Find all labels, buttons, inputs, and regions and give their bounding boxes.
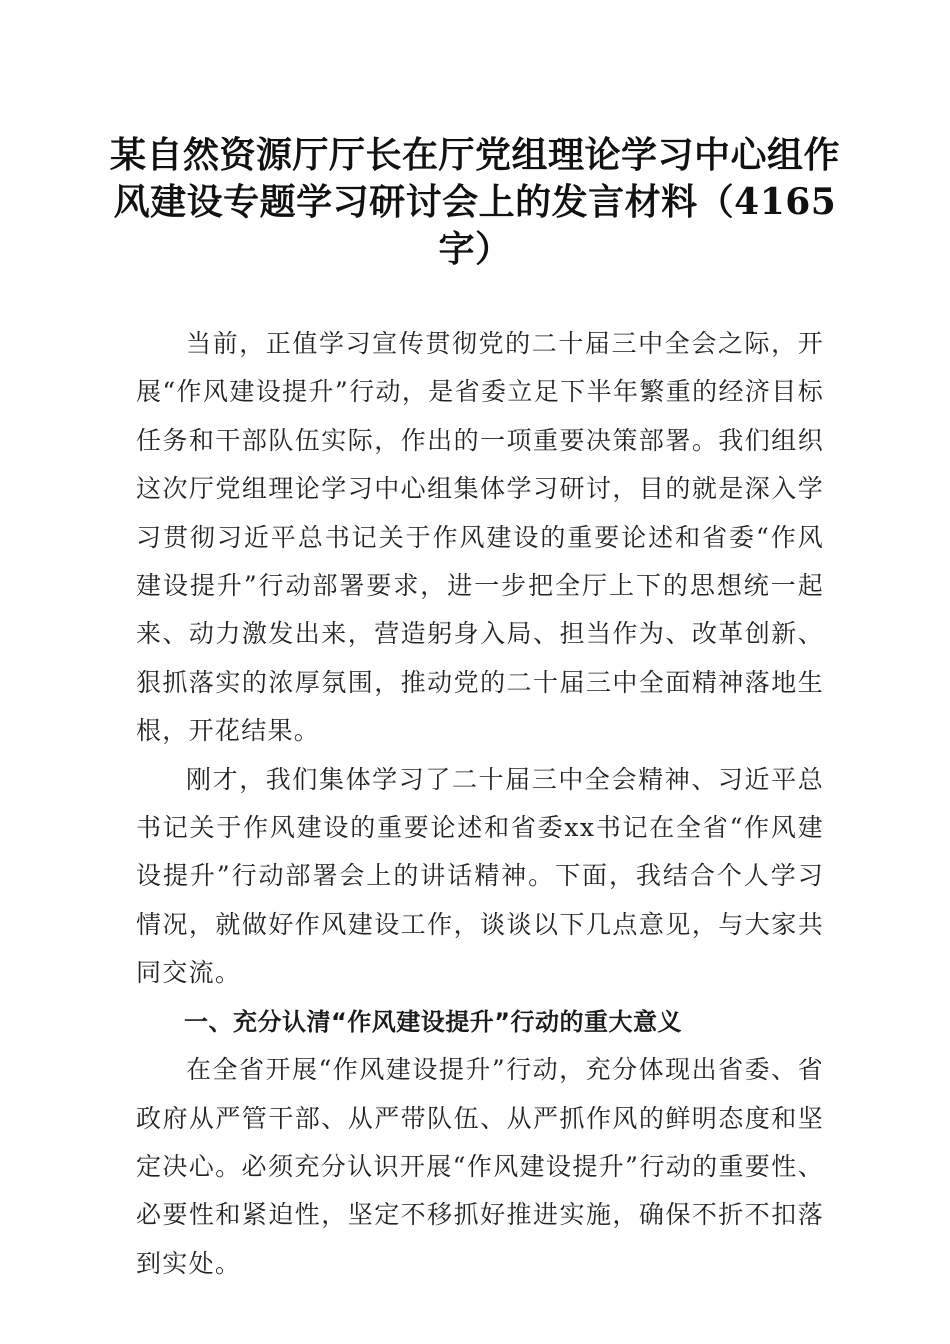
- section-paragraph: 在全省开展“作风建设提升”行动，充分体现出省委、省政府从严管干部、从严带队伍、从严抓作风的鲜明态度和坚定决心。必须充分认识开展“作风建设提升”行动的重要性、必要性和紧迫性，坚定不移抓好推进实施，确保不折不扣落到实处。: [136, 1055, 824, 1278]
- document-title: 某自然资源厅厅长在厅党组理论学习中心组作风建设专题学习研讨会上的发言材料（4165字）: [110, 134, 841, 270]
- body-paragraph-2: 刚才，我们集体学习了二十届三中全会精神、习近平总书记关于作风建设的重要论述和省委xx书记在全省“作风建设提升”行动部署会上的讲话精神。下面，我结合个人学习情况，就做好作风建设工作，谈谈以下几点意见，与大家共同交流。: [136, 764, 824, 988]
- section-heading: 一、充分认清“作风建设提升”行动的重大意义: [184, 1007, 683, 1036]
- document-body: [136, 320, 824, 1288]
- body-paragraph-1: 当前，正值学习宣传贯彻党的二十届三中全会之际，开展“作风建设提升”行动，是省委立足下半年繁重的经济目标任务和干部队伍实际，作出的一项重要决策部署。我们组织这次厅党组理论学习中心组集体学习研讨，目的就是深入学习贯彻习近平总书记关于作风建设的重要论述和省委“作风建设提升”行动部署要求，进一步把全厅上下的思想统一起来、动力激发出来，营造躬身入局、担当作为、改革创新、狠抓落实的浓厚氛围，推动党的二十届三中全面精神落地生根，开花结果。: [136, 329, 824, 746]
